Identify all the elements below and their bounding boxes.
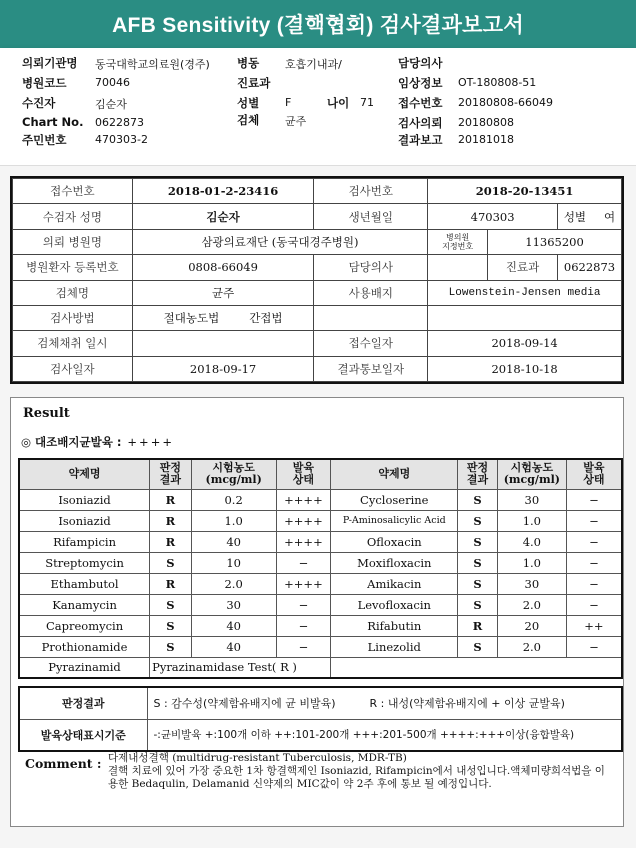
header-growth-2: 상태 [292,473,315,487]
drug-name: Isoniazid [19,510,150,531]
age-value: 71 [360,96,374,109]
resident-no-value: 470303-2 [95,133,148,146]
patient-cell: 김순자 [132,204,314,229]
drug-growth: − [566,510,622,531]
drug-growth: ++ [566,615,622,636]
bullseye-icon: ◎ [21,435,32,449]
drug-name: Amikacin [331,573,458,594]
drug-result: S [150,594,192,615]
collect-cell-label: 검체채취 일시 [13,331,133,356]
test-no-cell: 2018-20-13451 [428,179,622,204]
judge-legend-r: R : 내성(약제함유배지에 + 이상 균발육) [369,697,565,711]
drug-result: R [150,510,192,531]
sex-value: F [285,96,292,109]
drug-growth: − [276,636,331,657]
method-1: 절대농도법 [163,311,220,326]
drug-result: R [150,531,192,552]
header-info [0,48,636,166]
drug-name: Levofloxacin [331,594,458,615]
judge-legend-s: S : 감수성(약제함유배지에 균 비발육) [153,697,336,711]
drug-conc: 2.0 [497,636,566,657]
dept-cell: 0622873 [557,255,621,280]
legend-table [18,686,623,752]
drug-name: Rifampicin [19,531,150,552]
dept-label: 진료과 [237,76,271,90]
header-judge-2: 결과 [159,473,182,487]
drug-growth: − [566,531,622,552]
judge-legend-values [147,687,622,719]
header-judge-1: 판정 [159,461,182,475]
drug-name: Kanamycin [19,594,150,615]
receipt-no-cell: 2018-01-2-23416 [132,179,314,204]
dob-cell-label: 생년월일 [314,204,428,229]
resident-no-label: 주민번호 [22,133,67,147]
drug-result: S [458,636,498,657]
drug-name: Streptomycin [19,552,150,573]
specimen-info-table [12,178,622,382]
medium-cell-label: 사용배지 [314,280,428,305]
drug-conc: 0.2 [191,489,276,510]
judge-legend-label: 판정결과 [19,687,147,719]
table-row [19,531,622,552]
drug-result: S [150,615,192,636]
table-row [19,594,622,615]
medium-cell: Lowenstein-Jensen media [428,280,622,305]
header-judge-2: 결과 [466,473,489,487]
chart-no-value: 0622873 [95,116,144,129]
control-growth-value: ++++ [127,435,174,449]
clinical-value: OT-180808-51 [458,76,537,89]
request-date-value: 20180808 [458,116,514,129]
specimen-cell-label: 검체명 [13,280,133,305]
header-judge-left [150,459,192,489]
ward-value: 호흡기내과/ [285,58,342,71]
pyrazinamid-name: Pyrazinamid [19,657,150,678]
drug-name: Cycloserine [331,489,458,510]
header-judge-1: 판정 [466,461,489,475]
drug-conc: 40 [191,615,276,636]
drug-conc: 2.0 [191,573,276,594]
drug-growth: − [566,594,622,615]
drug-growth: − [566,573,622,594]
table-row [19,615,622,636]
drug-conc: 30 [497,573,566,594]
receipt-no-value: 20180808-66049 [458,96,553,109]
drug-conc: 1.0 [191,510,276,531]
specimen-value: 균주 [285,115,307,128]
designation-label-2: 지정번호 [442,241,474,251]
age-label: 나이 [327,96,350,110]
received-cell-label: 접수일자 [314,331,428,356]
drug-table-header [19,459,622,489]
sex-label: 성별 [237,96,260,110]
control-growth [21,434,174,450]
drug-growth: − [276,615,331,636]
test-date-cell: 2018-09-17 [132,356,314,381]
drug-result: S [458,531,498,552]
control-growth-label: 대조배지균발육 : [35,435,122,449]
header-judge-right [458,459,498,489]
header-conc-2: (mcg/ml) [205,473,262,487]
patient-value: 김순자 [95,98,127,111]
method-empty-cell [314,305,428,330]
drug-sensitivity-table [18,458,623,679]
drug-conc: 2.0 [497,594,566,615]
header-growth-left [276,459,331,489]
patient-label: 수진자 [22,96,56,110]
header-conc-right [497,459,566,489]
request-date-label: 검사의뢰 [398,116,443,130]
specimen-cell: 균주 [132,280,314,305]
specimen-label: 검체 [237,113,260,127]
comment-line-1: 다제내성결핵 (multidrug-resistant Tuberculosis, MDR-TB) [108,752,407,764]
comment-label: Comment : [25,756,102,771]
test-no-cell-label: 검사번호 [314,179,428,204]
drug-growth: − [276,552,331,573]
result-title: Result [23,406,70,421]
drug-growth: ++++ [276,510,331,531]
drug-conc: 30 [497,489,566,510]
received-cell: 2018-09-14 [428,331,622,356]
drug-conc: 1.0 [497,510,566,531]
drug-growth: ++++ [276,573,331,594]
drug-growth: ++++ [276,531,331,552]
method-cell [132,305,314,330]
drug-conc: 40 [191,531,276,552]
drug-result: R [458,615,498,636]
drug-name: P-Aminosalicylic Acid [331,510,458,531]
ward-label: 병동 [237,56,260,70]
test-date-cell-label: 검사일자 [13,356,133,381]
empty-cell [331,657,622,678]
drug-result: R [150,573,192,594]
drug-growth: ++++ [276,489,331,510]
drug-name: Moxifloxacin [331,552,458,573]
specimen-info-card [10,176,624,384]
drug-conc: 20 [497,615,566,636]
drug-name: Rifabutin [331,615,458,636]
growth-legend-label: 발육상태표시기준 [19,719,147,751]
table-row [19,510,622,531]
reg-no-cell-label: 병원환자 등록번호 [13,255,133,280]
drug-conc: 1.0 [497,552,566,573]
report-title: AFB Sensitivity (결핵협회) 검사결과보고서 [0,0,636,48]
header-conc-1: 시험농도 [510,461,554,475]
reg-no-cell: 0808-66049 [132,255,314,280]
hospital-code-label: 병원코드 [22,76,67,90]
header-drug-right: 약제명 [331,459,458,489]
method-2: 간접법 [249,311,283,326]
drug-result: S [150,552,192,573]
header-growth-right [566,459,622,489]
dob-cell: 470303 [428,204,558,229]
drug-growth: − [566,489,622,510]
drug-name: Isoniazid [19,489,150,510]
result-card [10,397,624,827]
drug-result: S [458,510,498,531]
sex-cell-value: 여 [604,209,616,224]
chart-no-label: Chart No. [22,115,84,129]
drug-result: S [458,573,498,594]
drug-result: S [150,636,192,657]
collect-cell [132,331,314,356]
report-date-value: 20181018 [458,133,514,146]
drug-result: S [458,594,498,615]
hospital-cell: 삼광의료재단 (동국대경주병원) [132,229,427,254]
institution-label: 의뢰기관명 [22,56,78,70]
drug-conc: 40 [191,636,276,657]
hospital-cell-label: 의뢰 병원명 [13,229,133,254]
sex-cell-label: 성별 [563,209,587,224]
table-row [19,552,622,573]
receipt-no-label: 접수번호 [398,96,443,110]
doctor-cell [428,255,488,280]
header-growth-2: 상태 [583,473,605,487]
drug-result: R [150,489,192,510]
comment-line-2: 결핵 치료에 있어 가장 중요한 1차 항결핵제인 Isoniazid, Rifampicin에서 내성입니다.액체미량희석법을 이용한 Bedaqulin, Delamanid 신약제의 MIC값이 약 2주 후에 통보 될 예정입니다. [108,765,605,790]
report-date-label: 결과보고 [398,133,443,147]
drug-name: Capreomycin [19,615,150,636]
drug-name: Ethambutol [19,573,150,594]
table-row [19,657,622,678]
designation-label-1: 병의원 [446,232,470,242]
report-date-cell: 2018-10-18 [428,356,622,381]
drug-conc: 30 [191,594,276,615]
doctor-label: 담당의사 [398,56,443,70]
growth-legend-values: -:균비발육 +:100개 이하 ++:101-200개 +++:201-500개 ++++:+++이상(융합발육) [147,719,622,751]
doctor-cell-label: 담당의사 [314,255,428,280]
drug-result: S [458,552,498,573]
drug-growth: − [566,636,622,657]
dept-cell-label: 진료과 [488,255,558,280]
drug-conc: 4.0 [497,531,566,552]
clinical-label: 임상정보 [398,76,443,90]
patient-cell-label: 수검자 성명 [13,204,133,229]
comment-text [108,752,613,791]
pyrazinamid-test: Pyrazinamidase Test( R ) [150,657,331,678]
header-conc-1: 시험농도 [212,461,255,475]
drug-name: Ofloxacin [331,531,458,552]
designation-cell-label [428,229,488,254]
drug-name: Prothionamide [19,636,150,657]
hospital-code-value: 70046 [95,76,130,89]
drug-name: Linezolid [331,636,458,657]
drug-result: S [458,489,498,510]
designation-cell: 11365200 [488,229,622,254]
receipt-no-cell-label: 접수번호 [13,179,133,204]
method-cell-label: 검사방법 [13,305,133,330]
header-growth-1: 발육 [292,461,315,475]
table-row [19,636,622,657]
report-date-cell-label: 결과통보일자 [314,356,428,381]
header-growth-1: 발육 [583,461,605,475]
drug-growth: − [276,594,331,615]
table-row [19,489,622,510]
drug-conc: 10 [191,552,276,573]
header-conc-left [191,459,276,489]
institution-value: 동국대학교의료원(경주) [95,58,210,71]
header-drug-left: 약제명 [19,459,150,489]
header-conc-2: (mcg/ml) [503,473,560,487]
table-row [19,573,622,594]
method-empty-cell-2 [428,305,622,330]
drug-growth: − [566,552,622,573]
sex-cell [557,204,621,229]
